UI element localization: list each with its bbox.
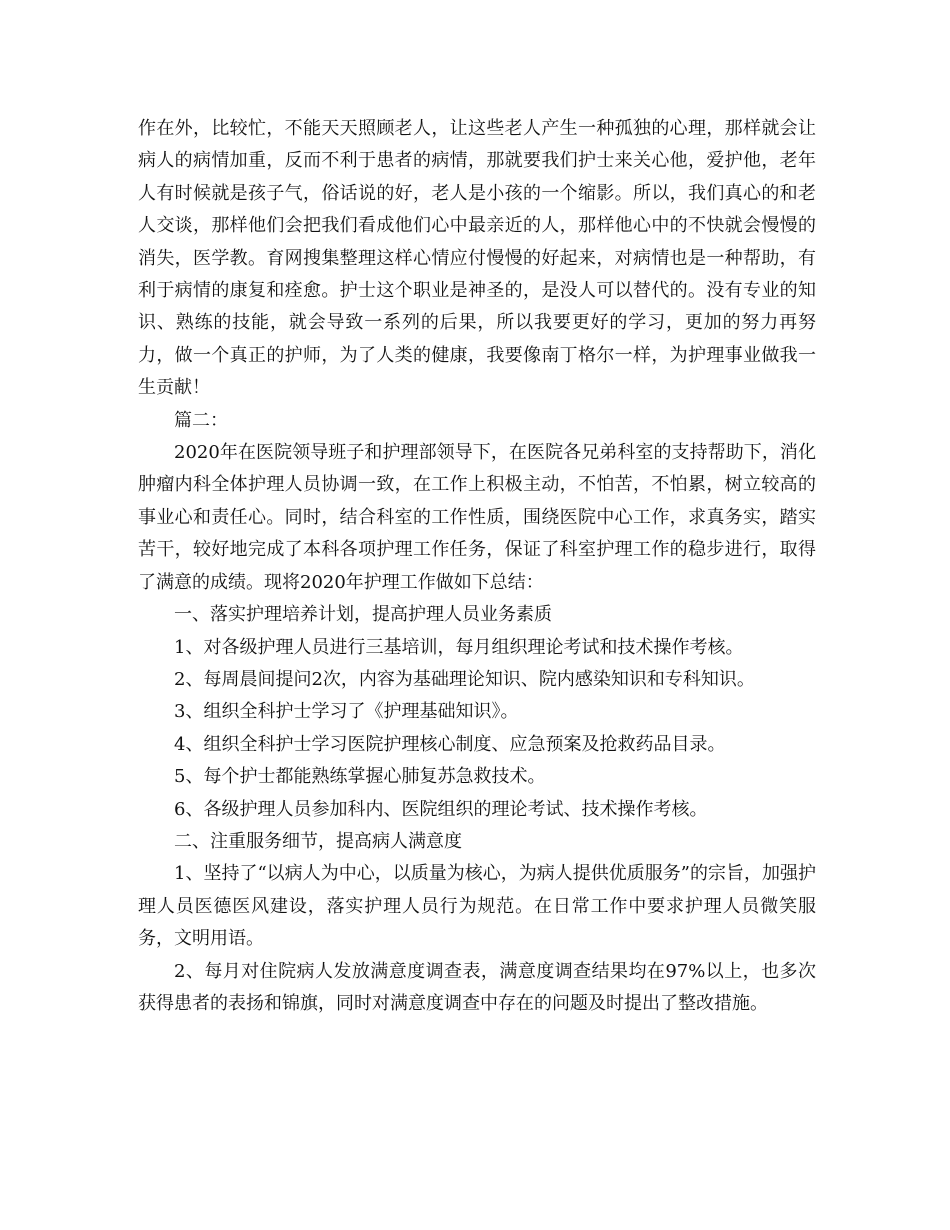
paragraph-continuation: 作在外，比较忙，不能天天照顾老人，让这些老人产生一种孤独的心理，那样就会让病人的病情加重，反而不利于患者的病情，那就要我们护士来关心他，爱护他，老年人有时候就是孩子气，俗话说的好，老人是小孩的一个缩影。所以，我们真心的和老人交谈，那样他们会把我们看成他们心中最亲近的人，那样他心中的不快就会慢慢的消失，医学教。育网搜集整理这样心情应付慢慢的好起来，对病情也是一种帮助，有利于病情的康复和痊愈。护士这个职业是神圣的，是没人可以替代的。没有专业的知识、熟练的技能，就会导致一系列的后果，所以我要更好的学习，更加的努力再努力，做一个真正的护师，为了人类的健康，我要像南丁格尔一样，为护理事业做我一生贡献！ (138, 118, 816, 399)
section-heading-service: 二、注重服务细节，提高病人满意度 (174, 830, 462, 852)
paragraph-intro: 2020年在医院领导班子和护理部领导下，在医院各兄弟科室的支持帮助下，消化肿瘤内科全体护理人员协调一致，在工作上积极主动，不怕苦，不怕累，树立较高的事业心和责任心。同时，结合科室的工作性质，围绕医院中心工作，求真务实，踏实苦干，较好地完成了本科各项护理工作任务，保证了科室护理工作的稳步进行，取得了满意的成绩。现将2020年护理工作做如下总结： (138, 442, 816, 593)
list-item: 1、对各级护理人员进行三基培训，每月组织理论考试和技术操作考核。 (174, 636, 744, 658)
list-item: 2、每周晨间提问2次，内容为基础理论知识、院内感染知识和专科知识。 (174, 668, 755, 690)
document-body (138, 113, 816, 1020)
section-heading-part-two: 篇二： (174, 409, 228, 431)
list-item: 4、组织全科护士学习医院护理核心制度、应急预案及抢救药品目录。 (174, 733, 726, 755)
list-item: 2、每月对住院病人发放满意度调查表，满意度调查结果均在97%以上，也多次获得患者的表扬和锦旗，同时对满意度调查中存在的问题及时提出了整改措施。 (138, 960, 816, 1014)
list-item: 5、每个护士都能熟练掌握心肺复苏急救技术。 (174, 766, 546, 788)
list-item: 1、坚持了“以病人为中心，以质量为核心，为病人提供优质服务”的宗旨，加强护理人员医德医风建设，落实护理人员行为规范。在日常工作中要求护理人员微笑服务，文明用语。 (138, 863, 816, 950)
list-item: 6、各级护理人员参加科内、医院组织的理论考试、技术操作考核。 (174, 798, 708, 820)
list-item: 3、组织全科护士学习了《护理基础知识》。 (174, 701, 519, 723)
section-heading-training: 一、落实护理培养计划，提高护理人员业务素质 (174, 604, 552, 626)
